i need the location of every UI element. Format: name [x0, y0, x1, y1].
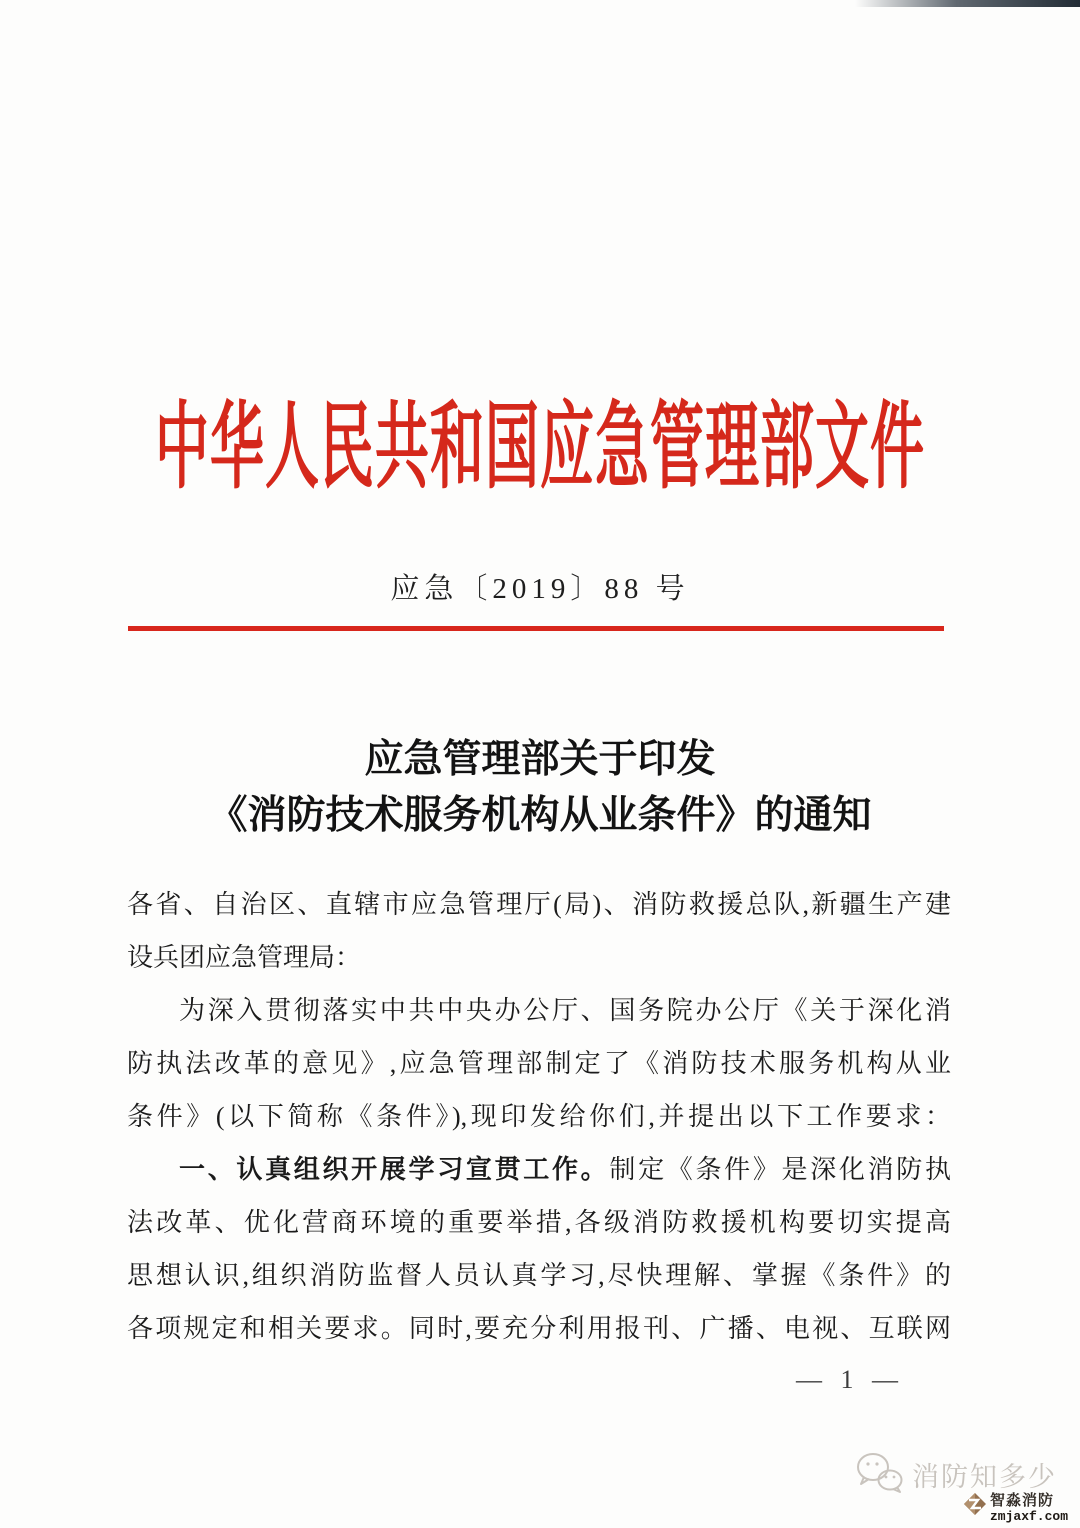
body-line: 防执法改革的意见》,应急管理部制定了《消防技术服务机构从业: [127, 1049, 951, 1078]
notice-title-line1: 应急管理部关于印发: [364, 738, 716, 781]
brand-diamond-icon: [964, 1493, 986, 1520]
notice-title: [0, 732, 1080, 844]
brand-watermark: [964, 1493, 1068, 1523]
body-line-text: 制定《条件》是深化消防执: [609, 1155, 951, 1184]
letterhead-title: 中华人民共和国应急管理部文件: [155, 394, 925, 500]
section-heading-bold: 一、认真组织开展学习宣贯工作。: [179, 1154, 610, 1184]
body-line: 设兵团应急管理局：: [127, 943, 362, 972]
body-line: 法改革、优化营商环境的重要举措,各级消防救援机构要切实提高: [127, 1208, 951, 1237]
wechat-icon: [856, 1450, 904, 1499]
notice-title-line2: 《消防技术服务机构从业条件》的通知: [208, 794, 872, 837]
brand-name: 智淼消防: [990, 1492, 1055, 1509]
brand-text-block: [990, 1493, 1068, 1523]
body-line: 思想认识,组织消防监督人员认真学习,尽快理解、掌握《条件》的: [127, 1261, 951, 1290]
body-line: 条件》(以下简称《条件》),现印发给你们,并提出以下工作要求：: [127, 1102, 951, 1131]
red-divider-line: [128, 626, 944, 631]
body-line: 各项规定和相关要求。同时,要充分利用报刊、广播、电视、互联网: [127, 1314, 951, 1343]
wechat-account-name: 消防知多少: [912, 1462, 1057, 1492]
document-body: [127, 878, 951, 1355]
body-line: [127, 1143, 951, 1196]
document-number: 应急〔2019〕88 号: [390, 573, 690, 605]
scan-artifact-strip: [855, 0, 1080, 7]
body-line: 为深入贯彻落实中共中央办公厅、国务院办公厅《关于深化消: [179, 996, 951, 1025]
page-number: — 1 —: [796, 1365, 904, 1394]
brand-website: zmjaxf.com: [990, 1509, 1069, 1524]
body-line: 各省、自治区、直辖市应急管理厅(局)、消防救援总队,新疆生产建: [127, 890, 951, 919]
